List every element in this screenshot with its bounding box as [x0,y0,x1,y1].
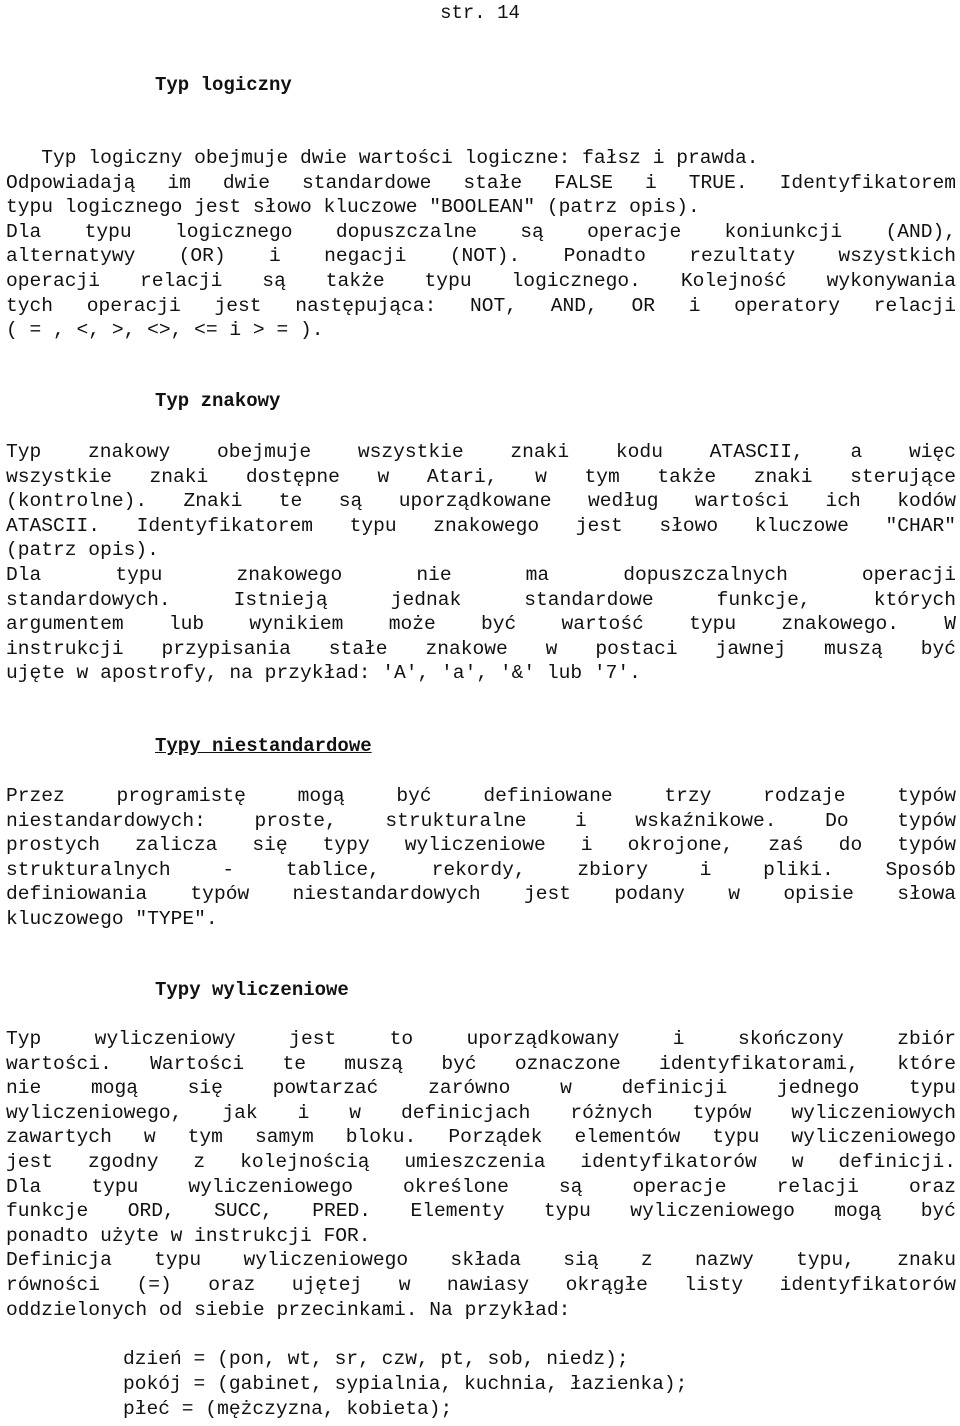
code-line: dzień = (pon, wt, sr, czw, pt, sob, niedz); [123,1348,629,1370]
paragraph-line: jest zgodny z kolejnością umieszczenia identyfikatorów w definicji. [6,1150,956,1173]
paragraph-line: funkcje ORD, SUCC, PRED. Elementy typu wyliczeniowego mogą być [6,1200,956,1223]
paragraph-line: Dla typu logicznego dopuszczalne są operacje koniunkcji (AND), [6,220,956,243]
paragraph-line: Dla typu znakowego nie ma dopuszczalnych operacji [6,563,956,586]
paragraph-line: prostych zalicza się typy wyliczeniowe i okrojone, zaś do typów [6,834,956,857]
paragraph-line: standardowych. Istnieją jednak standardowe funkcje, których [6,588,956,611]
section-body-typ-znakowy [6,440,956,686]
paragraph-line: Odpowiadają im dwie standardowe stałe FALSE i TRUE. Identyfikatorem [6,171,956,194]
paragraph-line: typu logicznego jest słowo kluczowe "BOOLEAN" (patrz opis). [6,196,700,219]
paragraph-line: ponadto użyte w instrukcji FOR. [6,1224,371,1247]
paragraph-line: równości (=) oraz ujętej w nawiasy okrągłe listy identyfikatorów [6,1273,956,1296]
paragraph-line: Przez programistę mogą być definiowane trzy rodzaje typów [6,785,956,807]
paragraph-line: zawartych w tym samym bloku. Porządek elementów typu wyliczeniowego [6,1126,956,1149]
paragraph-line: nie mogą się powtarzać zarówno w definicji jednego typu [6,1077,956,1100]
paragraph-line: Typ znakowy obejmuje wszystkie znaki kodu ATASCII, a więc [6,441,956,463]
paragraph-line: oddzielonych od siebie przecinkami. Na przykład: [6,1298,571,1321]
section-title-typy-wyliczeniowe: Typy wyliczeniowe [155,979,349,1001]
paragraph-line: Typ wyliczeniowy jest to uporządkowany i skończony zbiór [6,1028,956,1050]
paragraph-line: wyliczeniowego, jak i w definicjach różnych typów wyliczeniowych [6,1101,956,1124]
paragraph-line: operacji relacji są także typu logicznego. Kolejność wykonywania [6,269,956,292]
paragraph-line: strukturalnych - tablice, rekordy, zbiory i pliki. Sposób [6,858,956,881]
section-title-typ-znakowy: Typ znakowy [155,390,281,412]
page-number: str. 14 [440,2,520,24]
paragraph-line: Dla typu wyliczeniowego określone są operacje relacji oraz [6,1175,956,1198]
paragraph-line: definiowania typów niestandardowych jest podany w opisie słowa [6,883,956,906]
paragraph-line: ujęte w apostrofy, na przykład: 'A', 'a', '&' lub '7'. [6,662,641,685]
section-body-typy-wyliczeniowe [6,1027,956,1322]
section-title-typ-logiczny: Typ logiczny [155,74,292,96]
paragraph-line: Typ logiczny obejmuje dwie wartości logiczne: fałsz i prawda. [6,147,759,169]
paragraph-line: tych operacji jest następująca: NOT, AND, OR i operatory relacji [6,294,956,317]
code-example [123,1347,687,1422]
section-body-typy-niestandardowe [6,784,956,932]
code-line: pokój = (gabinet, sypialnia, kuchnia, łazienka); [123,1373,688,1395]
section-title-typy-niestandardowe: Typy niestandardowe [155,735,372,757]
paragraph-line: argumentem lub wynikiem może być wartość typu znakowego. W [6,613,956,636]
paragraph-line: instrukcji przypisania stałe znakowe w postaci jawnej muszą być [6,637,956,660]
paragraph-line: niestandardowych: proste, strukturalne i wskaźnikowe. Do typów [6,809,956,832]
paragraph-line: kluczowego "TYPE". [6,907,218,930]
paragraph-line: alternatywy (OR) i negacji (NOT). Ponadto rezultaty wszystkich [6,245,956,268]
paragraph-line: wszystkie znaki dostępne w Atari, w tym także znaki sterujące [6,465,956,488]
paragraph-line: (patrz opis). [6,539,159,562]
section-body-typ-logiczny [6,146,956,343]
paragraph-line: wartości. Wartości te muszą być oznaczone identyfikatorami, które [6,1052,956,1075]
paragraph-line: ( = , <, >, <>, <= i > = ). [6,319,324,342]
paragraph-line: Definicja typu wyliczeniowego składa sią z nazwy typu, znaku [6,1249,956,1272]
paragraph-line: ATASCII. Identyfikatorem typu znakowego jest słowo kluczowe "CHAR" [6,514,956,537]
code-line: płeć = (mężczyzna, kobieta); [123,1398,453,1420]
paragraph-line: (kontrolne). Znaki te są uporządkowane według wartości ich kodów [6,490,956,513]
